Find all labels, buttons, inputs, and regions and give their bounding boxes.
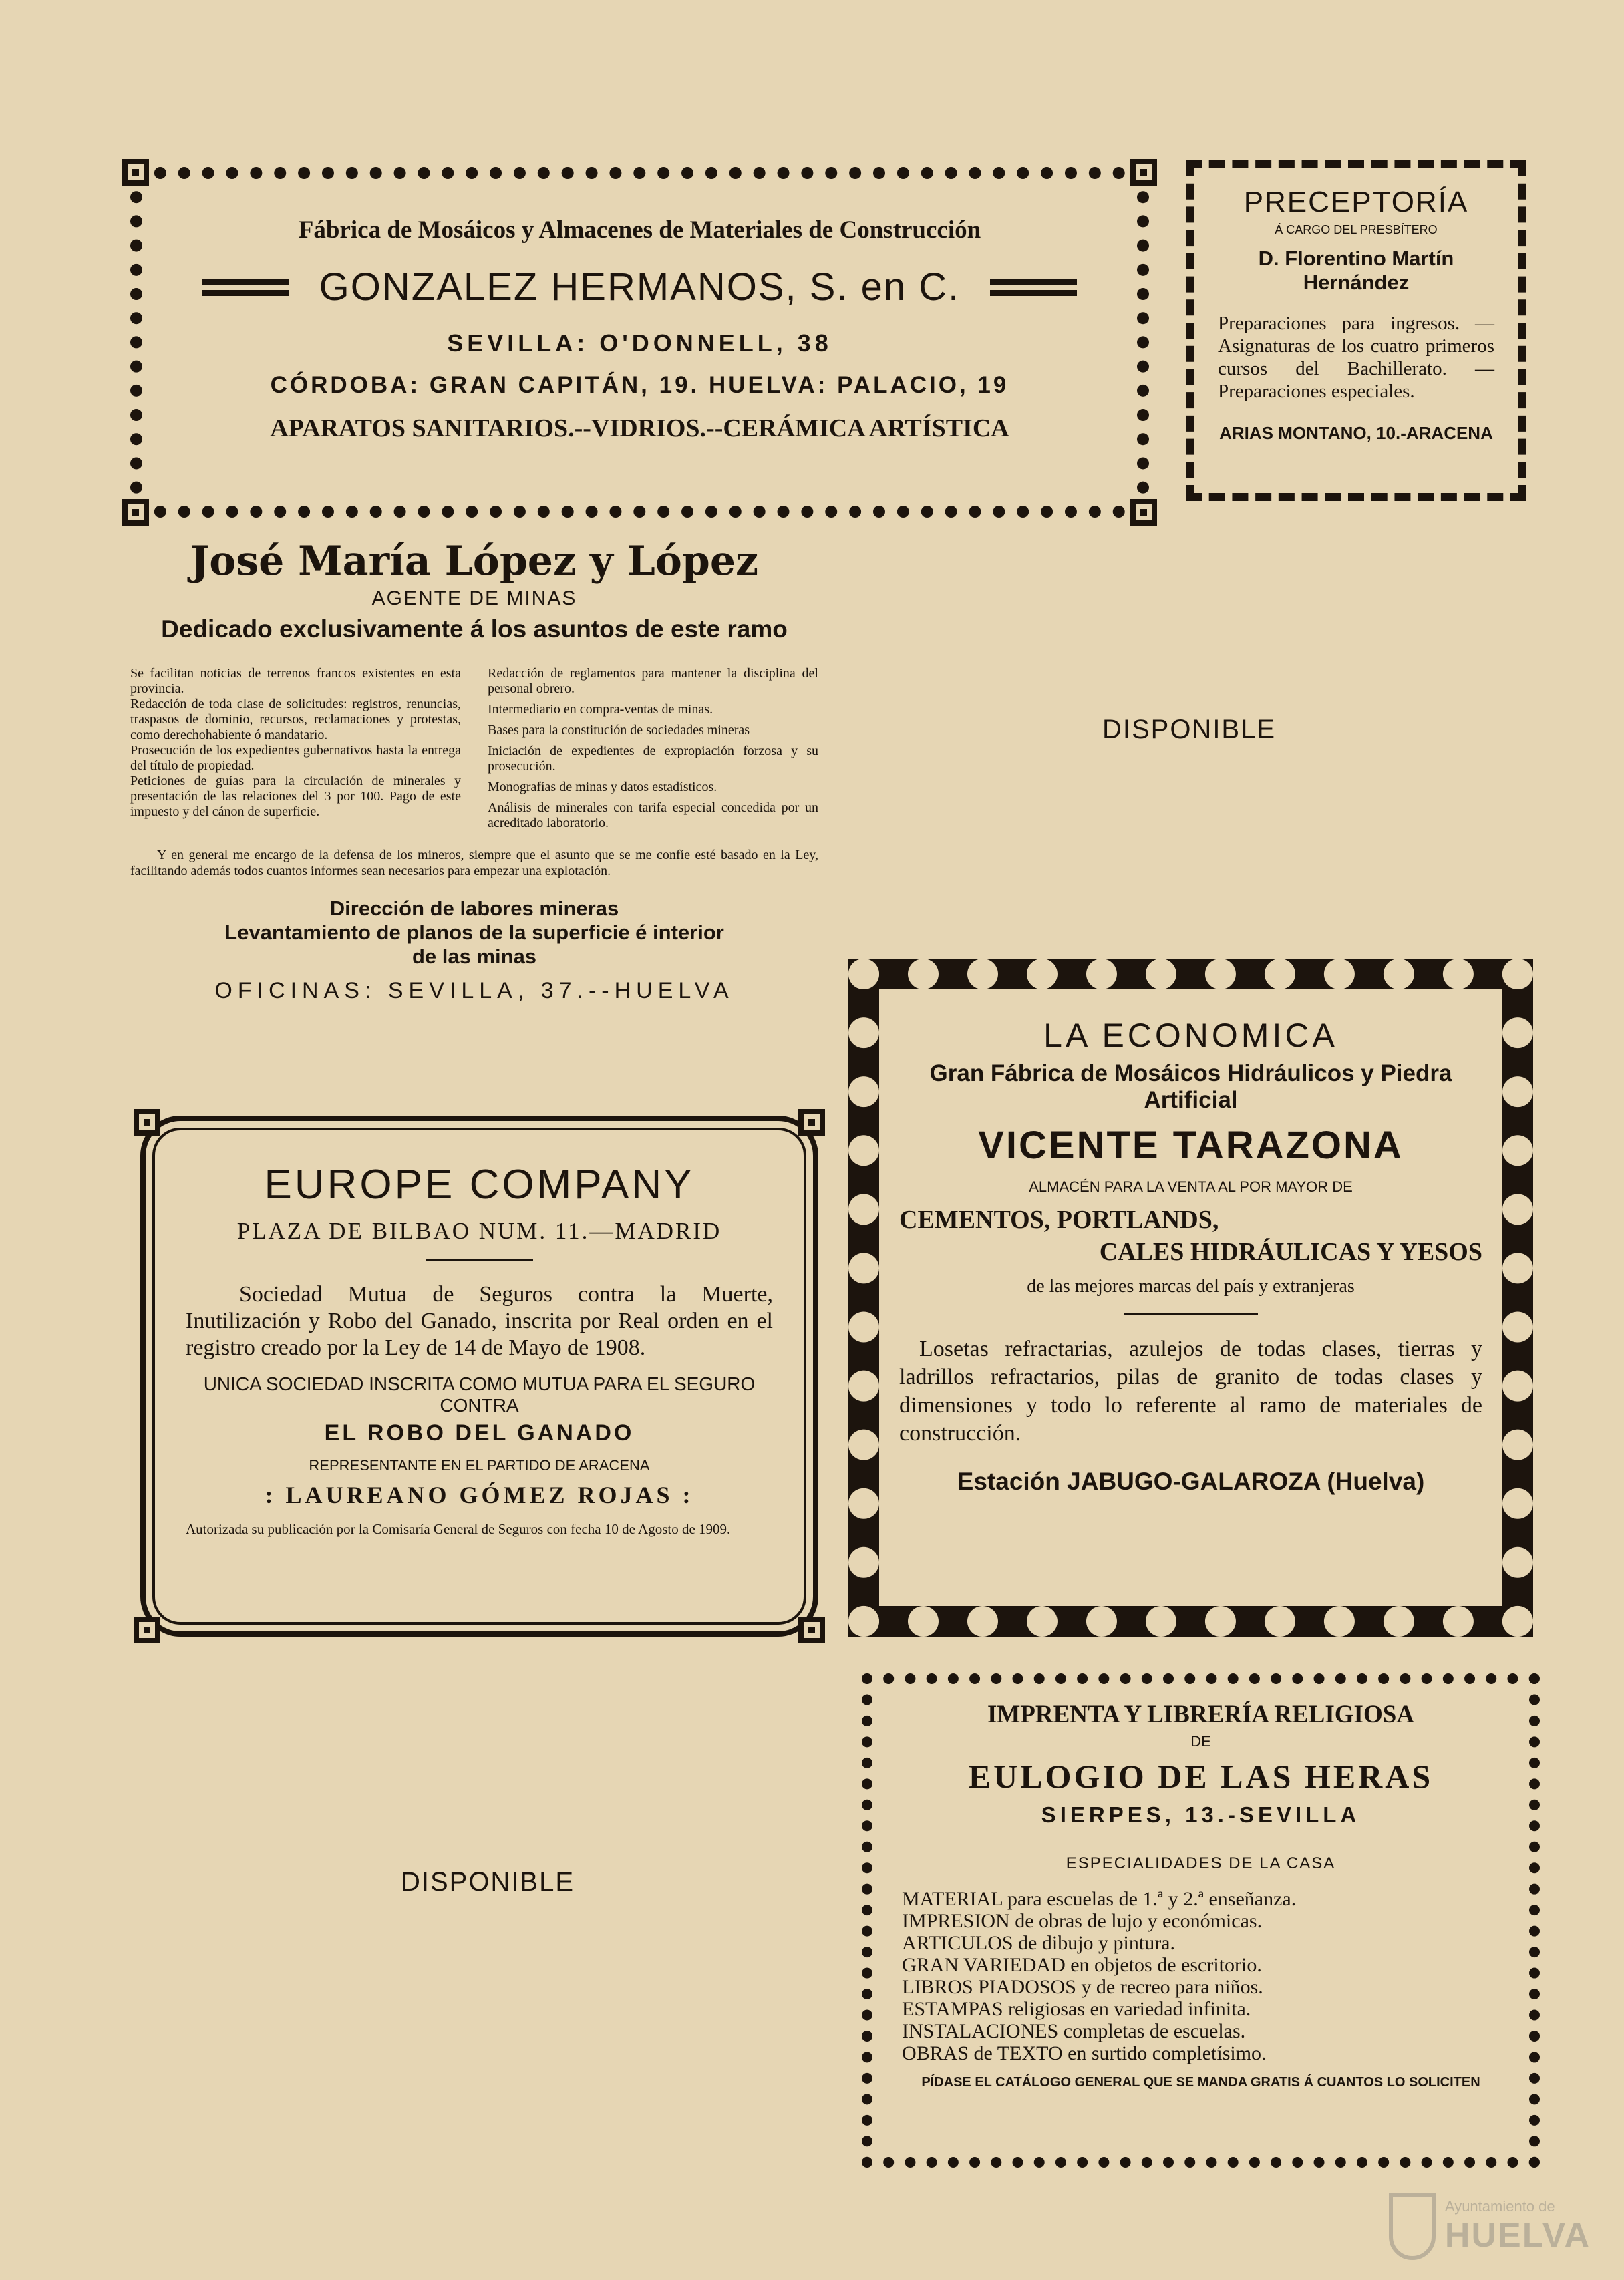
europe-address: PLAZA DE BILBAO NUM. 11.—MADRID [236, 1218, 722, 1244]
ad-imprenta [862, 1673, 1540, 2168]
ad-preceptoria [1186, 160, 1526, 501]
lopez-offices: OFICINAS: SEVILLA, 37.--HUELVA [214, 978, 734, 1003]
ad-lopez [130, 538, 818, 1086]
corner-ornament [134, 1109, 160, 1136]
preceptoria-sub: Á CARGO DEL PRESBÍTERO [1275, 223, 1438, 236]
lopez-role: AGENTE DE MINAS [371, 587, 577, 609]
list-item: ARTICULOS de dibujo y pintura. [902, 1932, 1175, 1954]
gonzalez-line4: CÓRDOBA: GRAN CAPITÁN, 19. HUELVA: PALACIO, 19 [270, 372, 1009, 398]
economica-station: Estación JABUGO-GALAROZA (Huelva) [957, 1468, 1425, 1495]
lopez-service: Redacción de reglamentos para mantener la disciplina del personal obrero. [488, 666, 818, 696]
europe-unica: UNICA SOCIEDAD INSCRITA COMO MUTUA PARA EL SEGURO CONTRA [203, 1373, 756, 1416]
imprenta-footer: PÍDASE EL CATÁLOGO GENERAL QUE SE MANDA GRATIS Á CUANTOS LO SOLICITEN [921, 2075, 1480, 2090]
ad-la-economica [848, 959, 1533, 1637]
ornament-bar [990, 279, 1077, 296]
lopez-service: Análisis de minerales con tarifa especial concedida por un acreditado laboratorio. [488, 800, 818, 830]
disponible-left: DISPONIBLE [400, 1867, 575, 1897]
europe-rep: REPRESENTANTE EN EL PARTIDO DE ARACENA [309, 1457, 650, 1474]
lopez-service: Se facilitan noticias de terrenos francos existentes en esta provincia. [130, 666, 461, 696]
gonzalez-line5: APARATOS SANITARIOS.--VIDRIOS.--CERÁMICA ARTÍSTICA [270, 414, 1009, 442]
imprenta-title: IMPRENTA Y LIBRERÍA RELIGIOSA [987, 1701, 1415, 1728]
imprenta-address: SIERPES, 13.-SEVILLA [1041, 1802, 1361, 1827]
lopez-service: Redacción de toda clase de solicitudes: registros, renuncias, traspasos de dominio, recursos, reclamaciones y protestas, como derechohabiente ó mandatario. [130, 697, 461, 742]
ad-europe-company [140, 1116, 818, 1637]
lopez-name: José María López y López [190, 538, 759, 585]
corner-ornament [1130, 159, 1157, 186]
gonzalez-line3: SEVILLA: O'DONNELL, 38 [447, 329, 832, 357]
lopez-service: Prosecución de los expedientes gubernativos hasta la entrega del título de propiedad. [130, 743, 461, 773]
corner-ornament [134, 1617, 160, 1643]
lopez-general: Y en general me encargo de la defensa de los mineros, siempre que el asunto que se me confíe esté basado en la Ley, facilitando además todos cuantos informes sean necesarios para empezar una explotación. [130, 848, 818, 878]
lopez-columns [130, 666, 818, 831]
lopez-service: Iniciación de expedientes de expropiación forzosa y su prosecución. [488, 744, 818, 774]
corner-ornament [798, 1109, 825, 1136]
lopez-tagline: Dedicado exclusivamente á los asuntos de este ramo [161, 615, 788, 643]
imprenta-name: EULOGIO DE LAS HERAS [968, 1758, 1434, 1795]
list-item: OBRAS de TEXTO en surtido completísimo. [902, 2042, 1267, 2064]
imprenta-de: DE [1190, 1733, 1211, 1750]
lopez-column-right [488, 666, 818, 831]
preceptoria-address: ARIAS MONTANO, 10.-ARACENA [1219, 423, 1493, 443]
economica-sub: Gran Fábrica de Mosáicos Hidráulicos y Piedra Artificial [929, 1060, 1452, 1113]
list-item: ESTAMPAS religiosas en variedad infinita. [902, 1998, 1251, 2020]
lopez-service: Monografías de minas y datos estadísticos. [488, 780, 717, 794]
preceptoria-title: PRECEPTORÍA [1243, 186, 1469, 218]
watermark-line1: Ayuntamiento de [1444, 2198, 1555, 2215]
economica-title: LA ECONOMICA [1043, 1017, 1338, 1054]
economica-brands: de las mejores marcas del país y extranjeras [1027, 1276, 1355, 1297]
preceptoria-body: Preparaciones para ingresos. — Asignaturas de los cuatro primeros cursos del Bachillerato. — Preparaciones especiales. [1218, 313, 1494, 402]
list-item: MATERIAL para escuelas de 1.ª y 2.ª enseñanza. [902, 1888, 1297, 1910]
chain-border [848, 959, 1533, 1637]
list-item: IMPRESION de obras de lujo y económicas. [902, 1910, 1263, 1932]
disponible-right: DISPONIBLE [1102, 715, 1277, 744]
economica-products1: CEMENTOS, PORTLANDS, [899, 1206, 1219, 1234]
watermark [1389, 2193, 1591, 2260]
corner-ornament [122, 499, 149, 526]
corner-ornament [798, 1617, 825, 1643]
coat-of-arms-icon [1389, 2193, 1436, 2260]
imprenta-especial: ESPECIALIDADES DE LA CASA [1066, 1854, 1336, 1872]
divider [426, 1259, 533, 1261]
europe-title: EUROPE COMPANY [264, 1162, 695, 1208]
europe-body: Sociedad Mutua de Seguros contra la Muerte, Inutilización y Robo del Ganado, inscrita por Real orden en el registro creado por la Ley de 14 de Mayo de 1908. [186, 1282, 773, 1360]
ad-gonzalez-hermanos [130, 167, 1149, 518]
europe-repname: : LAUREANO GÓMEZ ROJAS : [265, 1482, 694, 1508]
lopez-service: Peticiones de guías para la circulación de minerales y presentación de las relaciones del 3 por 100. Pago de este impuesto y del cánon de superficie. [130, 774, 461, 819]
economica-products2: CALES HIDRÁULICAS Y YESOS [1099, 1238, 1482, 1266]
economica-almacen: ALMACÉN PARA LA VENTA AL POR MAYOR DE [1029, 1178, 1353, 1195]
gonzalez-name: GONZALEZ HERMANOS, S. en C. [319, 265, 961, 309]
lopez-direction2: Levantamiento de planos de la superficie é interior [224, 921, 724, 944]
europe-robo: EL ROBO DEL GANADO [324, 1420, 635, 1446]
list-item: INSTALACIONES completas de escuelas. [902, 2020, 1246, 2042]
corner-ornament [1130, 499, 1157, 526]
watermark-line2: HUELVA [1444, 2216, 1591, 2255]
list-item: LIBROS PIADOSOS y de recreo para niños. [902, 1976, 1263, 1998]
preceptoria-name: D. Florentino Martín Hernández [1258, 247, 1454, 294]
ornament-bar [202, 279, 289, 296]
economica-name: VICENTE TARAZONA [978, 1124, 1404, 1167]
corner-ornament [122, 159, 149, 186]
europe-auth: Autorizada su publicación por la Comisaría General de Seguros con fecha 10 de Agosto de 1909. [186, 1521, 731, 1537]
lopez-column-left [130, 666, 461, 831]
lopez-service: Bases para la constitución de sociedades mineras [488, 723, 750, 738]
list-item: GRAN VARIEDAD en objetos de escritorio. [902, 1954, 1262, 1976]
lopez-direction3: de las minas [412, 945, 537, 968]
lopez-direction1: Dirección de labores mineras [329, 897, 619, 920]
imprenta-items [902, 1888, 1500, 2064]
lopez-service: Intermediario en compra-ventas de minas. [488, 702, 713, 717]
economica-body: Losetas refractarias, azulejos de todas clases, tierras y ladrillos refractarios, pilas de granito de todas clases y dimensiones y todo lo referente al ramo de materiales de construcción. [899, 1337, 1482, 1446]
gonzalez-line1: Fábrica de Mosáicos y Almacenes de Materiales de Construcción [298, 216, 981, 244]
gonzalez-name-row [142, 265, 1137, 309]
